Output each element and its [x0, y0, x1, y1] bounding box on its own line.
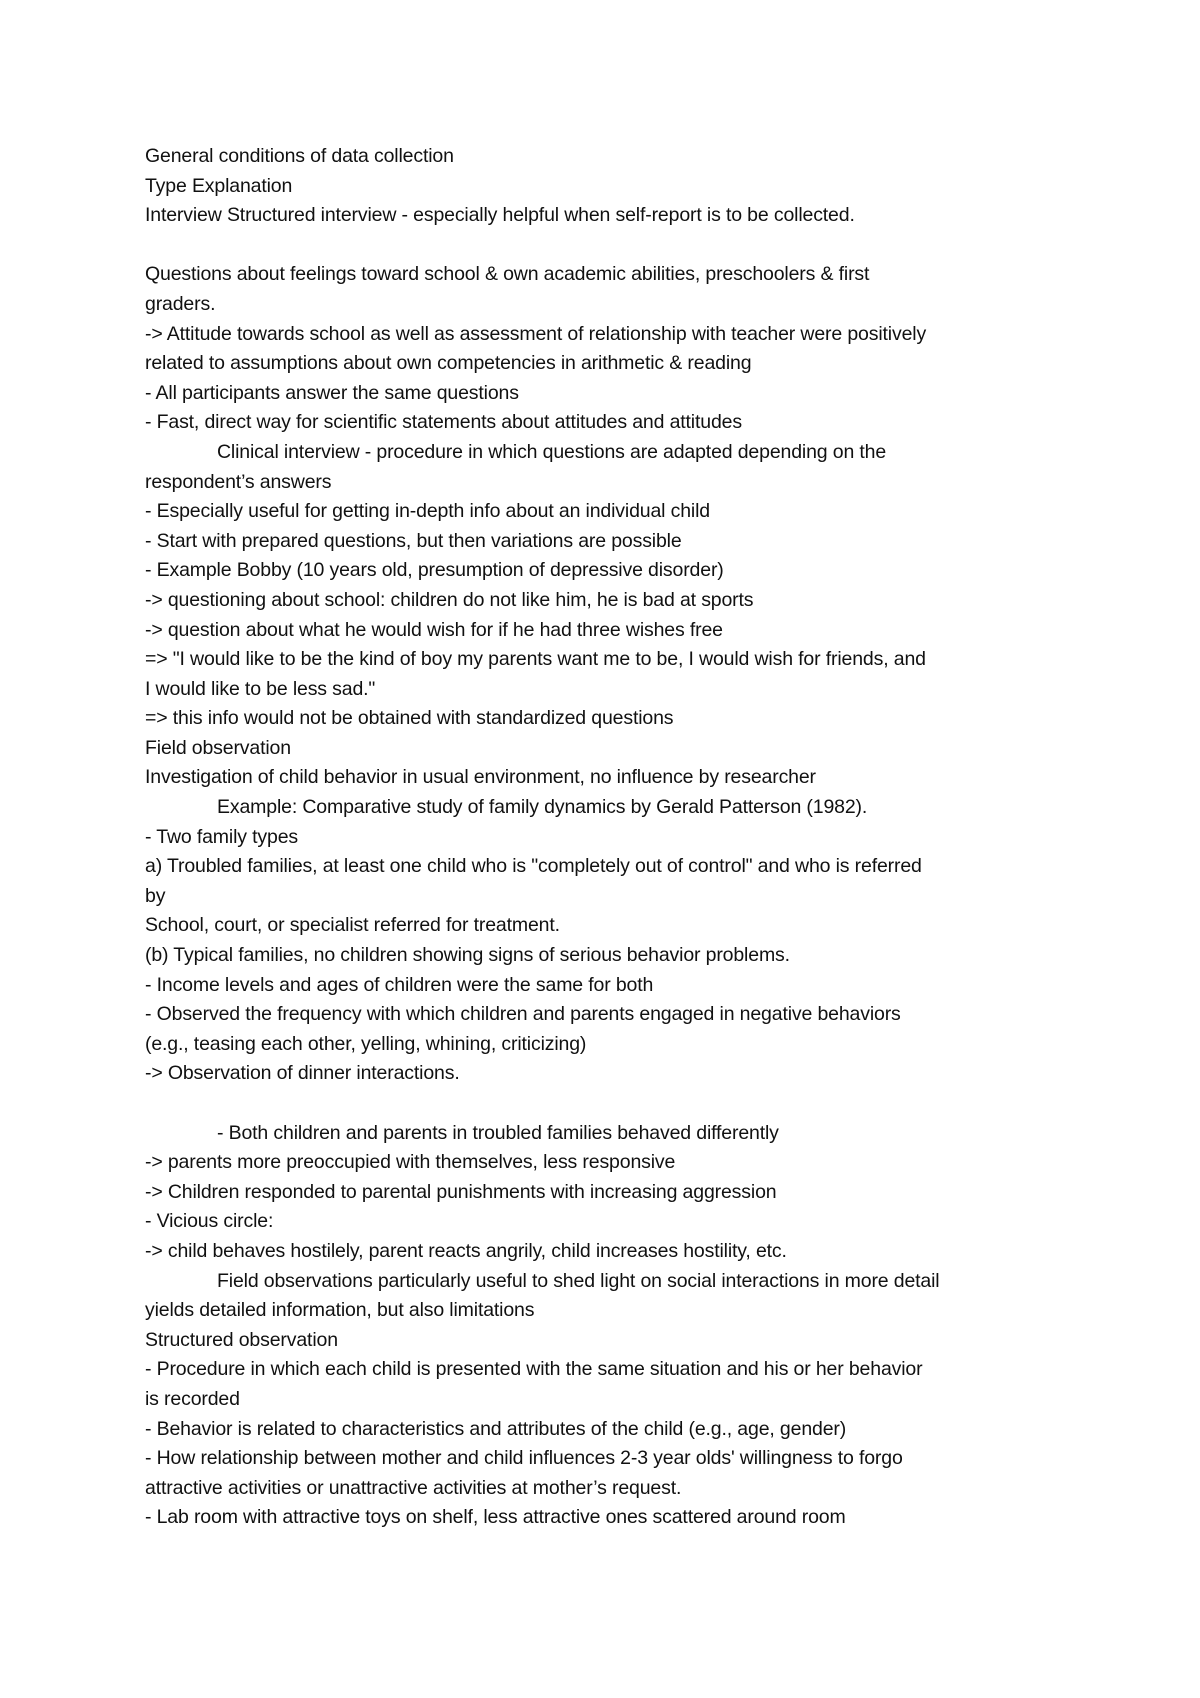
text-line: Interview Structured interview - especially helpful when self-report is to be collected.	[145, 204, 855, 227]
text-line: - Lab room with attractive toys on shelf, less attractive ones scattered around room	[145, 1506, 846, 1529]
text-line: is recorded	[145, 1387, 240, 1410]
text-line: Type Explanation	[145, 174, 293, 197]
text-line: - Two family types	[145, 825, 298, 848]
text-line: respondent’s answers	[145, 470, 332, 493]
text-line: - Observed the frequency with which children and parents engaged in negative behaviors	[145, 1003, 901, 1026]
text-line: School, court, or specialist referred for treatment.	[145, 914, 560, 937]
text-line: Investigation of child behavior in usual environment, no influence by researcher	[145, 766, 816, 789]
text-line: by	[145, 884, 166, 907]
text-line: - Behavior is related to characteristics and attributes of the child (e.g., age, gender)	[145, 1417, 847, 1440]
text-line: -> question about what he would wish for if he had three wishes free	[145, 618, 723, 641]
text-line: related to assumptions about own competencies in arithmetic & reading	[145, 352, 752, 375]
text-line: - Example Bobby (10 years old, presumption of depressive disorder)	[145, 559, 724, 582]
text-line: => this info would not be obtained with standardized questions	[145, 707, 674, 730]
text-line: -> Children responded to parental punishments with increasing aggression	[145, 1180, 777, 1203]
text-line: => "I would like to be the kind of boy my parents want me to be, I would wish for friends, and	[145, 648, 926, 671]
text-line: Clinical interview - procedure in which questions are adapted depending on the	[217, 440, 887, 463]
text-line: yields detailed information, but also limitations	[145, 1299, 535, 1322]
text-line: Example: Comparative study of family dynamics by Gerald Patterson (1982).	[217, 796, 868, 819]
blank-line	[145, 1089, 1085, 1119]
document-body	[145, 142, 1085, 1533]
text-line: - Both children and parents in troubled families behaved differently	[217, 1121, 779, 1144]
text-line: -> Observation of dinner interactions.	[145, 1062, 460, 1085]
text-line: - Start with prepared questions, but then variations are possible	[145, 529, 682, 552]
text-line: (e.g., teasing each other, yelling, whining, criticizing)	[145, 1032, 587, 1055]
text-line: Structured observation	[145, 1328, 338, 1351]
text-line: graders.	[145, 292, 216, 315]
text-line: Questions about feelings toward school & own academic abilities, preschoolers & first	[145, 263, 870, 286]
text-line: Field observations particularly useful to shed light on social interactions in more detail	[217, 1269, 940, 1292]
text-line: General conditions of data collection	[145, 145, 454, 167]
text-line: -> Attitude towards school as well as assessment of relationship with teacher were positively	[145, 322, 927, 345]
text-line: I would like to be less sad."	[145, 677, 376, 700]
text-line: Field observation	[145, 736, 291, 759]
blank-line	[145, 231, 1085, 261]
text-line: -> questioning about school: children do not like him, he is bad at sports	[145, 588, 754, 611]
text-line: - Fast, direct way for scientific statements about attitudes and attitudes	[145, 411, 742, 434]
text-line: (b) Typical families, no children showing signs of serious behavior problems.	[145, 944, 790, 967]
text-line: - Procedure in which each child is presented with the same situation and his or her behavior	[145, 1358, 923, 1381]
text-line: -> parents more preoccupied with themselves, less responsive	[145, 1151, 676, 1174]
text-line: attractive activities or unattractive activities at mother’s request.	[145, 1476, 682, 1499]
text-line: a) Troubled families, at least one child who is "completely out of control" and who is referred	[145, 855, 922, 878]
text-line: - Especially useful for getting in-depth info about an individual child	[145, 500, 710, 523]
text-line: - All participants answer the same questions	[145, 381, 519, 404]
text-line: -> child behaves hostilely, parent reacts angrily, child increases hostility, etc.	[145, 1239, 787, 1262]
text-line: - How relationship between mother and child influences 2-3 year olds' willingness to forgo	[145, 1447, 903, 1470]
text-line: - Income levels and ages of children were the same for both	[145, 973, 654, 996]
text-line: - Vicious circle:	[145, 1210, 274, 1233]
